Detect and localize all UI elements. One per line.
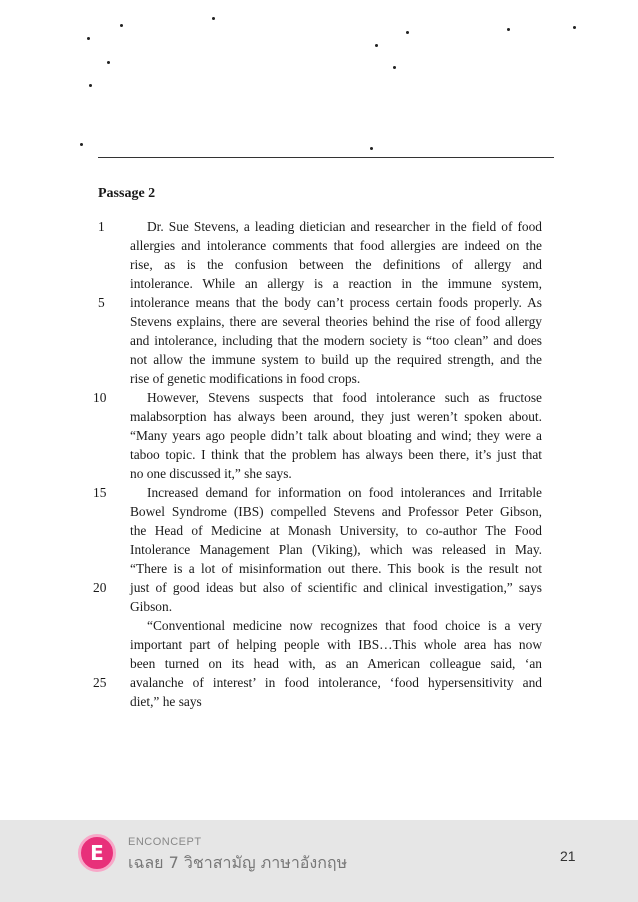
text-line: “There is a lot of misinformation out there. This book is the result not bbox=[130, 561, 542, 576]
text-line: taboo topic. I think that the problem has always been there, it’s just that bbox=[130, 447, 542, 462]
enconcept-logo: E bbox=[78, 834, 116, 872]
scan-speck bbox=[107, 61, 110, 64]
scan-speck bbox=[406, 31, 409, 34]
text-line: Increased demand for information on food intolerances and Irritable bbox=[147, 485, 542, 500]
line-number: 25 bbox=[93, 675, 107, 690]
scan-speck bbox=[87, 37, 90, 40]
line-number: 20 bbox=[93, 580, 107, 595]
line-number: 1 bbox=[98, 219, 105, 234]
text-line: just of good ideas but also of scientific and clinical investigation,” says bbox=[130, 580, 542, 595]
text-line: malabsorption has always been around, they just weren’t spoken about. bbox=[130, 409, 542, 424]
page-number: 21 bbox=[560, 848, 576, 864]
scan-speck bbox=[507, 28, 510, 31]
text-line: Gibson. bbox=[130, 599, 173, 614]
text-line: diet,” he says bbox=[130, 694, 202, 709]
text-line: Intolerance Management Plan (Viking), which was released in May. bbox=[130, 542, 542, 557]
text-line: allergies and intolerance comments that food allergies are indeed on the bbox=[130, 238, 542, 253]
line-number: 10 bbox=[93, 390, 107, 405]
text-line: intolerance. While an allergy is a reaction in the immune system, bbox=[130, 276, 542, 291]
scan-speck bbox=[80, 143, 83, 146]
text-line: intolerance means that the body can’t process certain foods properly. As bbox=[130, 295, 542, 310]
scan-speck bbox=[370, 147, 373, 150]
text-line: “Conventional medicine now recognizes that food choice is a very bbox=[147, 618, 542, 633]
text-line: Stevens explains, there are several theories behind the rise of food allergy bbox=[130, 314, 542, 329]
scan-speck bbox=[120, 24, 123, 27]
text-line: rise of genetic modifications in food crops. bbox=[130, 371, 361, 386]
text-line: important part of helping people with IBS…This whole area has now bbox=[130, 637, 542, 652]
line-number: 5 bbox=[98, 295, 105, 310]
text-line: the Head of Medicine at Monash University, to co-author The Food bbox=[130, 523, 542, 538]
text-line: and intolerance, including that the modern society is “too clean” and does bbox=[130, 333, 542, 348]
brand-name: ENCONCEPT bbox=[128, 836, 202, 848]
passage-title: Passage 2 bbox=[98, 186, 156, 201]
scan-speck bbox=[573, 26, 576, 29]
text-line: not allow the immune system to build up the required strength, and the bbox=[130, 352, 542, 367]
text-line: “Many years ago people didn’t talk about bloating and wind; they were a bbox=[130, 428, 542, 443]
scan-speck bbox=[375, 44, 378, 47]
text-line: no one discussed it,” she says. bbox=[130, 466, 292, 481]
horizontal-rule bbox=[98, 157, 554, 158]
text-line: Bowel Syndrome (IBS) compelled Stevens and Professor Peter Gibson, bbox=[130, 504, 542, 519]
book-subtitle: เฉลย 7 วิชาสามัญ ภาษาอังกฤษ bbox=[128, 853, 348, 872]
text-line: However, Stevens suspects that food intolerance such as fructose bbox=[147, 390, 542, 405]
scan-speck bbox=[212, 17, 215, 20]
scan-speck bbox=[393, 66, 396, 69]
text-line: Dr. Sue Stevens, a leading dietician and researcher in the field of food bbox=[147, 219, 542, 234]
scan-speck bbox=[89, 84, 92, 87]
text-line: rise, as is the confusion between the definitions of allergy and bbox=[130, 257, 542, 272]
text-line: been turned on its head with, as an American colleague said, ‘an bbox=[130, 656, 542, 671]
line-number: 15 bbox=[93, 485, 107, 500]
text-line: avalanche of interest’ in food intolerance, ‘food hypersensitivity and bbox=[130, 675, 542, 690]
